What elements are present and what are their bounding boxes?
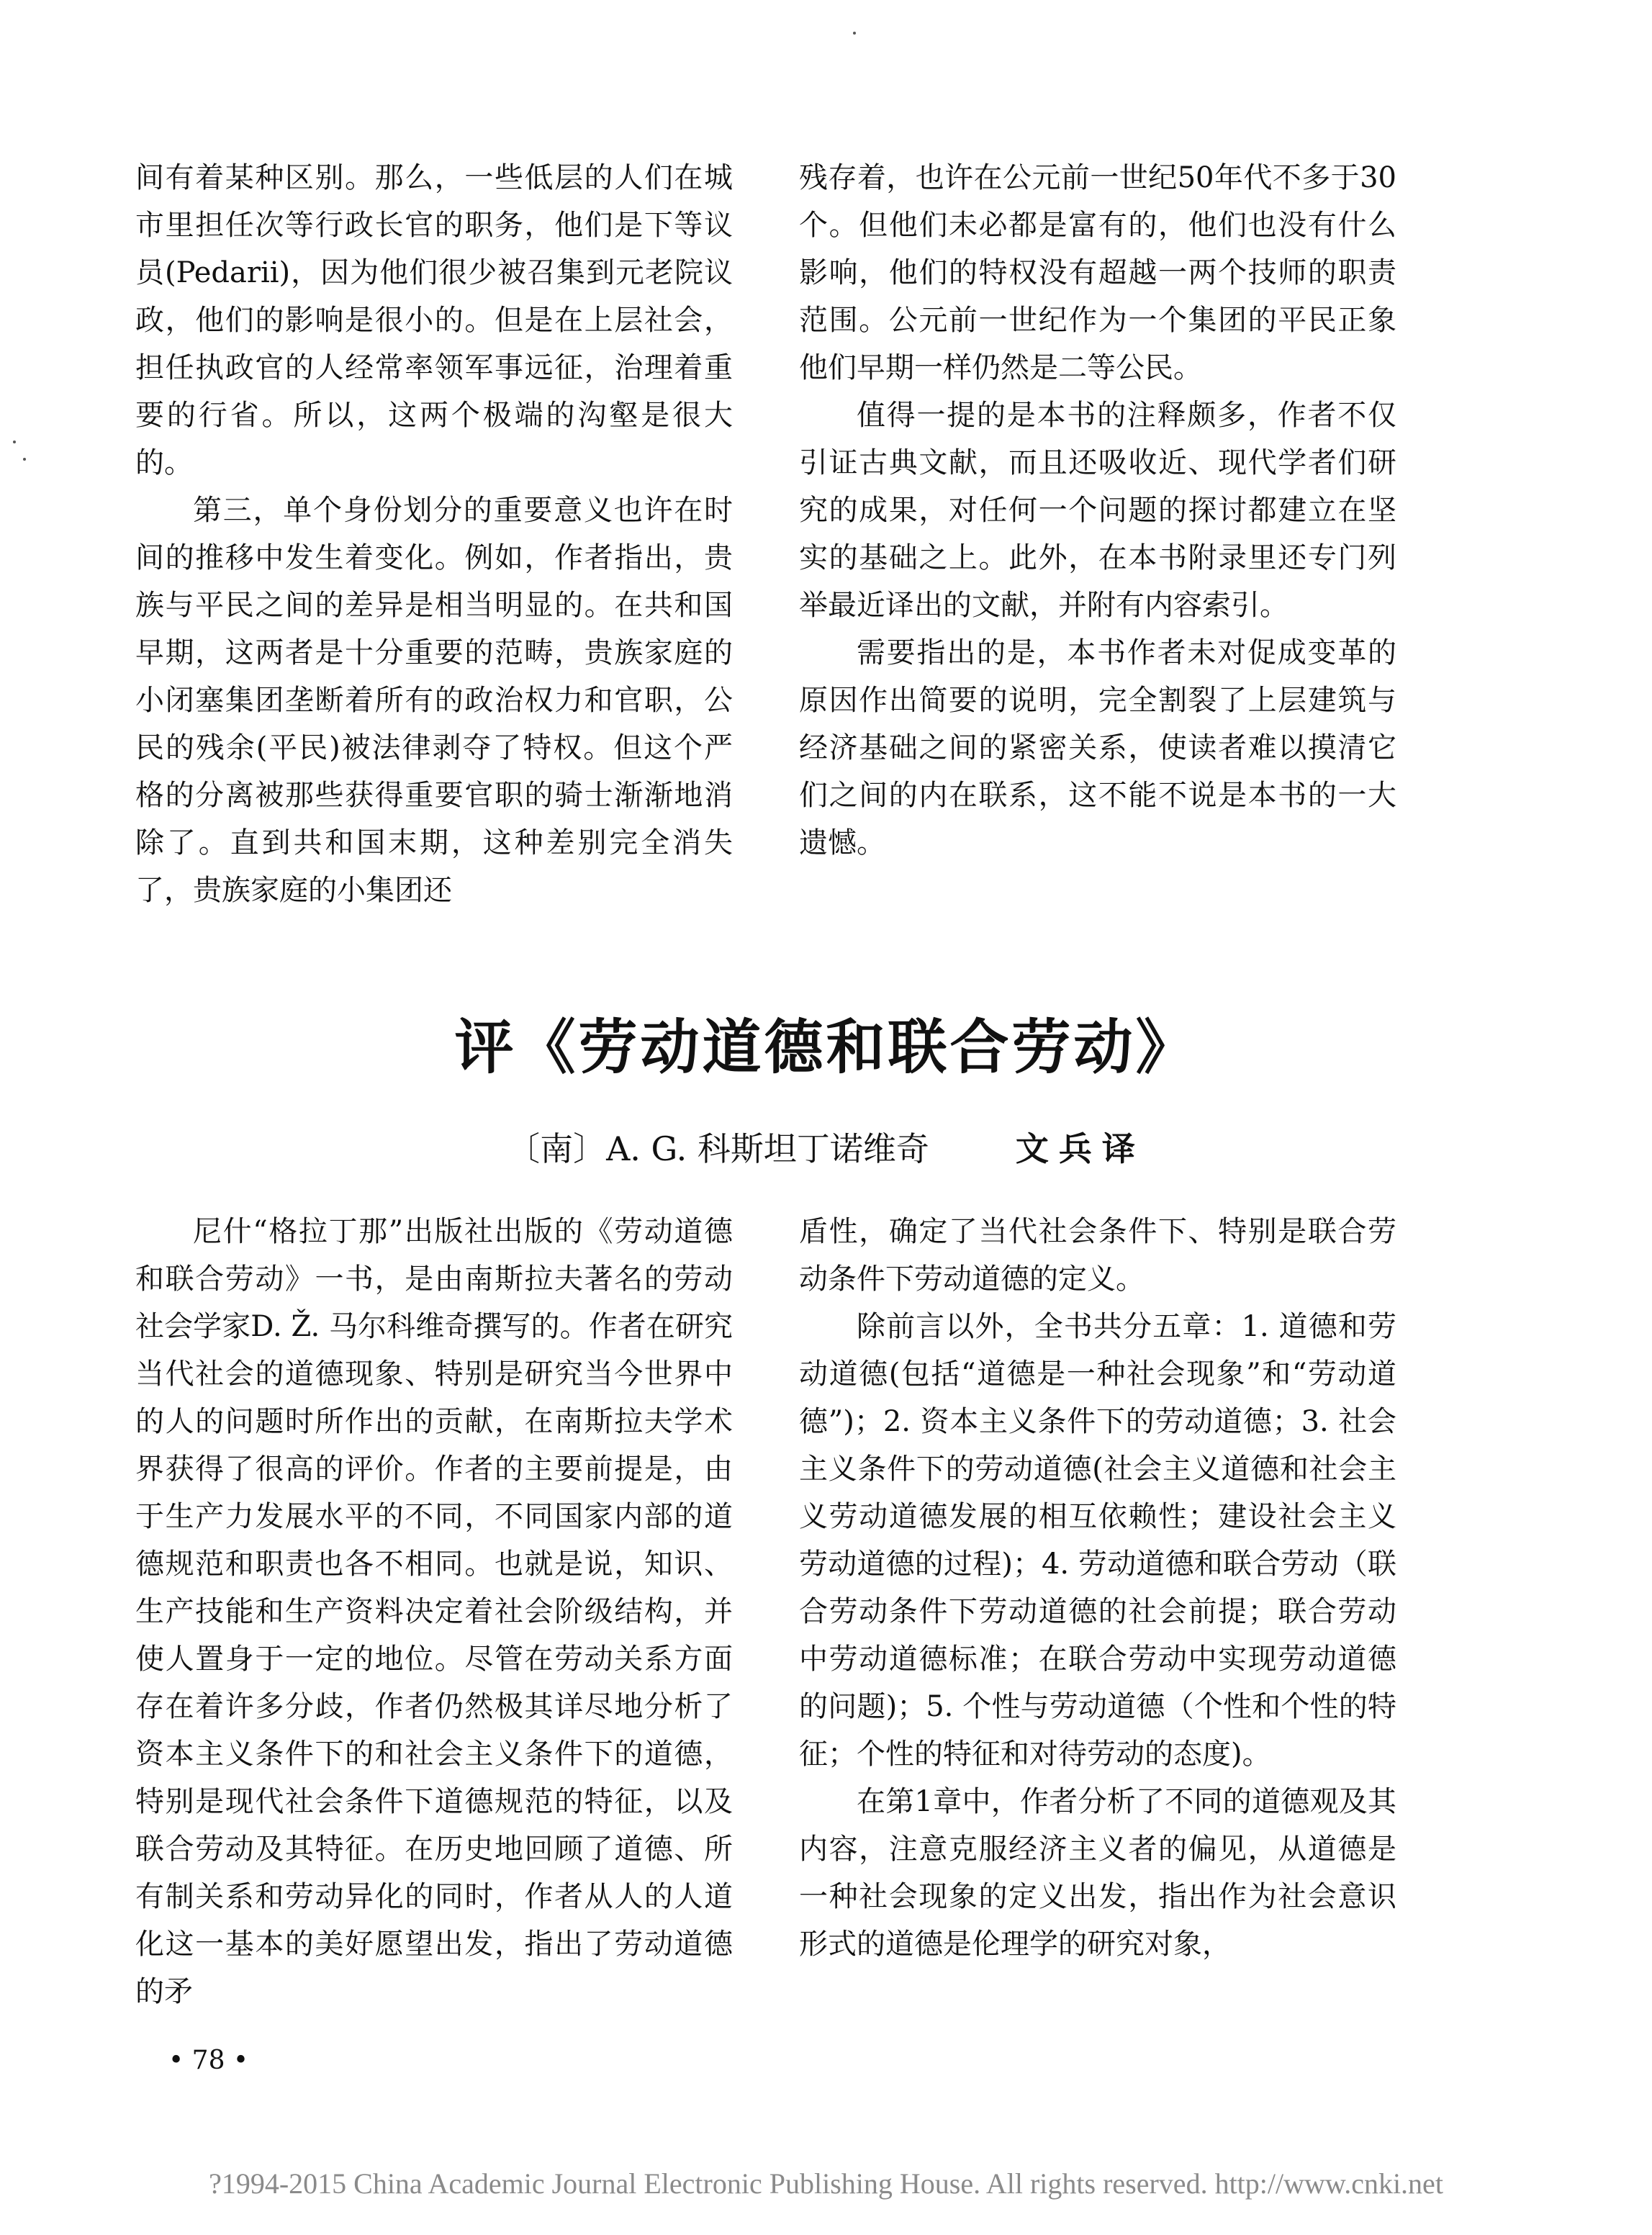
paragraph: 值得一提的是本书的注释颇多，作者不仅引证古典文献，而且还吸收近、现代学者们研究的成果，对任何一个问题的探讨都建立在坚实的基础之上。此外，在本书附录里还专门列举最近译出的文献，并附有内容索引。 xyxy=(799,399,1396,622)
translator-name: 文兵译 xyxy=(1015,1129,1145,1168)
scan-speck xyxy=(23,458,26,461)
paragraph: 间有着某种区别。那么，一些低层的人们在城市里担任次等行政长官的职务，他们是下等议员(Pedarii)，因为他们很少被召集到元老院议政，他们的影响是很小的。但是在上层社会，担任执政官的人经常率领军事远征，治理着重要的行省。所以，这两个极端的沟壑是很大的。 xyxy=(135,161,733,479)
paragraph: 需要指出的是，本书作者未对促成变革的原因作出简要的说明，完全割裂了上层建筑与经济基础之间的紧密关系，使读者难以摸清它们之间的内在联系，这不能不说是本书的一大遗憾。 xyxy=(799,636,1396,859)
review-title: 评《劳动道德和联合劳动》 xyxy=(454,1013,1198,1082)
paragraph: 残存着，也许在公元前一世纪50年代不多于30个。但他们未必都是富有的，他们也没有什么影响，他们的特权没有超越一两个技师的职责范围。公元前一世纪作为一个集团的平民正象他们早期一样仍然是二等公民。 xyxy=(799,161,1396,384)
paragraph: 第三，单个身份划分的重要意义也许在时间的推移中发生着变化。例如，作者指出，贵族与平民之间的差异是相当明显的。在共和国早期，这两者是十分重要的范畴，贵族家庭的小闭塞集团垄断着所有的政治权力和官职，公民的残余(平民)被法律剥夺了特权。但这个严格的分离被那些获得重要官职的骑士渐渐地消除了。直到共和国末期，这种差别完全消失了，贵族家庭的小集团还 xyxy=(135,494,733,907)
byline xyxy=(0,1123,1652,1170)
paragraph: 尼什“格拉丁那”出版社出版的《劳动道德和联合劳动》一书，是由南斯拉夫著名的劳动社会学家D. Ž. 马尔科维奇撰写的。作者在研究当代社会的道德现象、特别是研究当今世界中的人的问题时所作出的贡献，在南斯拉夫学术界获得了很高的评价。作者的主要前提是，由于生产力发展水平的不同，不同国家内部的道德规范和职责也各不相同。也就是说，知识、生产技能和生产资料决定着社会阶级结构，并使人置身于一定的地位。尽管在劳动关系方面存在着许多分歧，作者仍然极其详尽地分析了资本主义条件下的和社会主义条件下的道德，特别是现代社会条件下道德规范的特征，以及联合劳动及其特征。在历史地回顾了道德、所有制关系和劳动异化的同时，作者从人的人道化这一基本的美好愿望出发，指出了劳动道德的矛 xyxy=(135,1215,733,2008)
paragraph: 除前言以外，全书共分五章：1. 道德和劳动道德(包括“道德是一种社会现象”和“劳动道德”)；2. 资本主义条件下的劳动道德；3. 社会主义条件下的劳动道德(社会主义道德和社会主义劳动道德发展的相互依赖性；建设社会主义劳动道德的过程)；4. 劳动道德和联合劳动（联合劳动条件下劳动道德的社会前提；联合劳动中劳动道德标准；在联合劳动中实现劳动道德的问题)；5. 个性与劳动道德（个性和个性的特征；个性的特征和对待劳动的态度)。 xyxy=(799,1310,1396,1771)
copyright-footer: ?1994-2015 China Academic Journal Electronic Publishing House. All rights reserved. http://www.cnki.net xyxy=(209,2167,1443,2200)
bottom-left-column xyxy=(135,1208,733,2015)
bottom-right-column xyxy=(799,1208,1396,1968)
scan-speck xyxy=(13,441,16,443)
scan-speck xyxy=(853,32,856,35)
paragraph: 盾性，确定了当代社会条件下、特别是联合劳动条件下劳动道德的定义。 xyxy=(799,1215,1396,1296)
page-number: • 78 • xyxy=(168,2046,249,2075)
top-left-column xyxy=(135,154,733,914)
author-name: 〔南〕A. G. 科斯坦丁诺维奇 xyxy=(507,1129,929,1168)
paragraph: 在第1章中，作者分析了不同的道德观及其内容，注意克服经济主义者的偏见，从道德是一种社会现象的定义出发，指出作为社会意识形式的道德是伦理学的研究对象， xyxy=(799,1785,1396,1961)
top-right-column xyxy=(799,154,1396,867)
